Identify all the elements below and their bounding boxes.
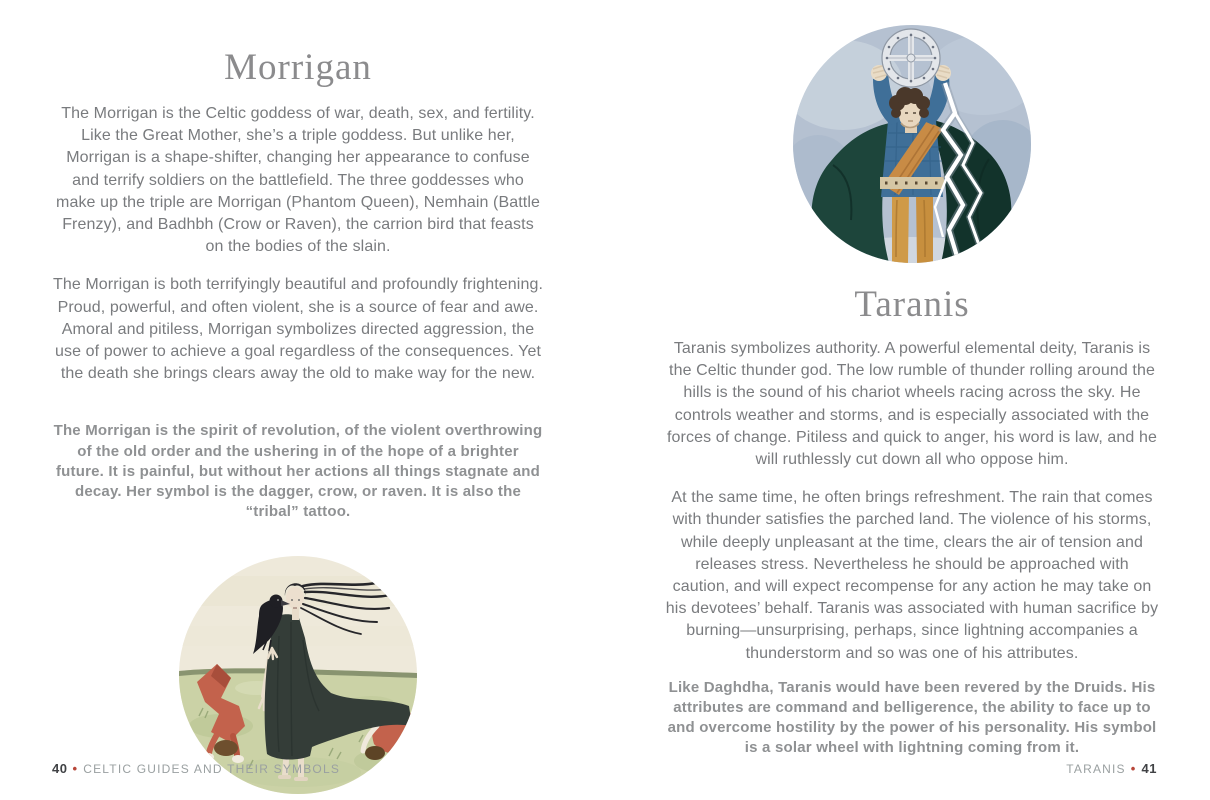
highlight-paragraph: The Morrigan is the spirit of revolution, of the violent overthrowing of the old order and the ushering in of the hope of a brighter future. It is painful, but without her actions all things stagnate and decay. Her symbol is the dagger, crow, or raven. It is also the “tribal” tattoo. (53, 422, 543, 521)
highlight-paragraph: Like Daghdha, Taranis would have been revered by the Druids. His attributes are command and belligerence, the ability to face up to and overcome hostility by the power of his personality. His symbol is a solar wheel with lightning coming from it. (667, 678, 1157, 757)
page-morrigan (52, 0, 544, 800)
body-paragraph: The Morrigan is both terrifyingly beautiful and profoundly frightening. Proud, powerful, and often violent, she is a source of fear and awe. Amoral and pitiless, Morrigan symbolizes directed aggression, the use of power to achieve a goal regardless of the consequences. Yet the death she brings clears away the old to make way for the new. (52, 276, 544, 383)
page-number: 40 (52, 761, 68, 776)
body-paragraph: At the same time, he often brings refreshment. The rain that comes with thunder satisfies the parched land. The violence of his storms, while deeply unpleasant at the time, clears the air of tension and releases stress. Nevertheless he should be approached with caution, and will expect recompense for any action he may take on his devotees’ behalf. Taranis was associated with human sacrifice by burning—unsurprising, perhaps, since lightning accompanies a thunderstorm and so was one of his attributes. (665, 489, 1159, 662)
bullet-separator: • (1130, 761, 1137, 776)
footer-right (1066, 761, 1157, 776)
morrigan-illustration-svg (179, 556, 417, 794)
page-number: 41 (1141, 761, 1157, 776)
face (286, 587, 304, 609)
morrigan-illustration (52, 556, 544, 794)
page-title: Taranis (854, 284, 970, 325)
belt (880, 177, 944, 189)
running-head: CELTIC GUIDES AND THEIR SYMBOLS (83, 762, 341, 776)
solar-wheel (882, 29, 940, 87)
taranis-illustration (665, 25, 1159, 263)
taranis-illustration-svg (793, 25, 1031, 263)
running-head: TARANIS (1066, 762, 1126, 776)
page-title: Morrigan (224, 47, 372, 88)
body-paragraph: Taranis symbolizes authority. A powerful elemental deity, Taranis is the Celtic thunder god. The low rumble of thunder rolling around the hills is the sound of his chariot wheels racing across the sky. He controls weather and storms, and is especially associated with the forces of change. Pitiless and quick to anger, his word is law, and he will ruthlessly cut down all who oppose him. (667, 340, 1157, 469)
body-paragraph: The Morrigan is the Celtic goddess of war, death, sex, and fertility. Like the Great Mother, she’s a triple goddess. But unlike her, Morrigan is a shape-shifter, changing her appearance to confuse and terrify soldiers on the battlefield. The three goddesses who make up the triple are Morrigan (Phantom Queen), Nemhain (Battle Frenzy), and Badhbh (Crow or Raven), the carrion bird that feasts on the bodies of the slain. (56, 105, 540, 256)
footer-left (52, 761, 340, 776)
page-taranis (665, 0, 1159, 800)
bullet-separator: • (72, 761, 79, 776)
